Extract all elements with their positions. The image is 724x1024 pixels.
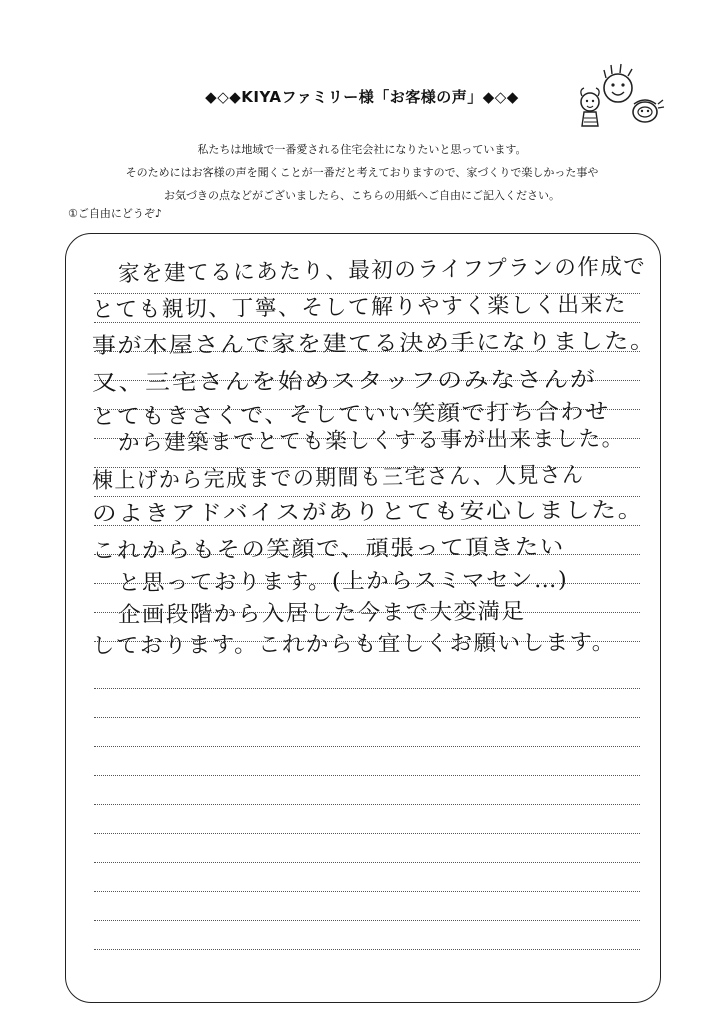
ruled-line: [94, 891, 640, 892]
handwritten-line: 企画段階から入居した今まで大変満足: [117, 599, 526, 628]
handwritten-line: しております。これからも宜しくお願いします。: [91, 630, 616, 659]
ruled-line: [94, 949, 640, 950]
handwritten-line: 棟上げから完成までの期間も三宅さん、人見さん: [91, 462, 585, 494]
ruled-line: [94, 746, 640, 747]
ruled-line: [94, 804, 640, 805]
handwritten-line: 家を建てるにあたり、最初のライフプランの作成で: [117, 254, 647, 287]
handwritten-line: から建築までとても楽しくする事が出来ました。: [117, 426, 625, 456]
family-mascot-illustration: [574, 60, 666, 132]
intro-text: [0, 138, 724, 207]
form-title: ◆◇◆KIYAファミリー様「お客様の声」◆◇◆: [205, 88, 519, 106]
ruled-line: [94, 862, 640, 863]
handwritten-line: これからもその笑顔で、頑張って頂きたい: [91, 534, 565, 564]
handwritten-line: のよきアドバイスがありとても安心しました。: [91, 498, 645, 527]
ruled-line: [94, 920, 640, 921]
handwritten-line: 事が木屋さんで家を建てる決め手になりました。: [91, 329, 656, 359]
handwritten-line: とても親切、丁寧、そして解りやすく楽しく出来た: [91, 292, 628, 323]
ruled-line: [94, 717, 640, 718]
ruled-line: [94, 496, 640, 497]
ruled-line: [94, 775, 640, 776]
handwritten-line: と思っております。(上からスミマセン…): [117, 567, 569, 596]
intro-line: そのためにはお客様の声を聞くことが一番だと考えておりますので、家づくりで楽しかった事や: [125, 166, 599, 179]
handwritten-line: とてもきさくで、そしていい笑顔で打ち合わせ: [91, 399, 610, 430]
intro-line: お気づきの点などがございましたら、こちらの用紙へご自由にご記入ください。: [164, 189, 560, 202]
free-comment-prompt: ①ご自由にどうぞ♪: [68, 207, 162, 220]
intro-line: 私たちは地域で一番愛される住宅会社になりたいと思っています。: [197, 143, 527, 156]
handwritten-line: 又、三宅さんを始めスタッフのみなさんが: [91, 367, 597, 396]
ruled-line: [94, 833, 640, 834]
ruled-line: [94, 688, 640, 689]
